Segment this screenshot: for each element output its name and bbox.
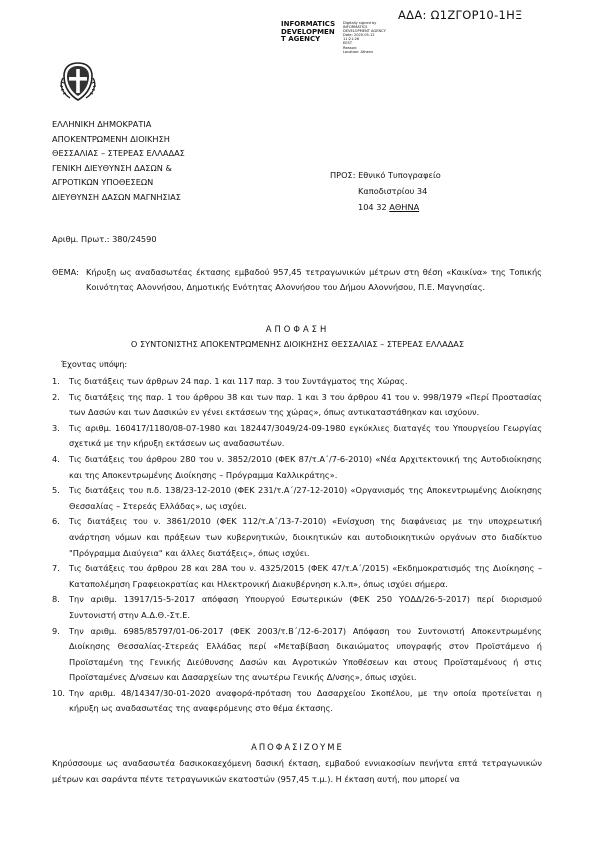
considerations-list	[52, 374, 542, 717]
list-item: 10. Την αριθμ. 48/14347/30-01-2020 αναφορά-πρόταση του Δασαρχείου Σκοπέλου, με την οποία προτείνεται η κήρυξη ως αναδασωτέας της αναφερόμενης στο θέμα έκτασης.	[52, 687, 542, 714]
ada-code: ΑΔΑ: Ω1ΖΓΟΡ10-1ΗΞ	[398, 8, 523, 22]
list-item: 7. Τις διατάξεις του άρθρου 28 και 28Α του ν. 4325/2015 (ΦΕΚ 47/τ.Α΄/2015) «Εκδημοκρατισμός της Διοίκησης – Καταπολέμηση Γραφειοκρατίας και Ηλεκτρονική Διακυβέρνηση κ.λ.π», όπως ισχύει σήμερα.	[52, 563, 542, 589]
list-item: 2. Τις διατάξεις της παρ. 1 του άρθρου 38 και των παρ. 1 και 3 του άρθρου 41 του ν. 998/1979 «Περί Προστασίας των Δασών και των Δασικών εν γένει εκτάσεων της χώρας», όπως αντικαταστάθηκαν και ισχύουν.	[52, 391, 542, 418]
signature-details: Digitally signed by INFORMATICS DEVELOPMENT AGENCY Date: 2020.05.12 11:21:26 EEST Reason: Location: Athens	[343, 21, 386, 54]
recipient-city: ΑΘΗΝΑ	[389, 202, 420, 213]
signer-name: INFORMATICS DEVELOPMEN T AGENCY	[281, 20, 336, 43]
we-decide-heading: ΑΠΟΦΑΣΙΖΟΥΜΕ	[251, 742, 344, 752]
protocol-number: Αριθμ. Πρωτ.: 380/24590	[52, 234, 157, 244]
recipient-address	[330, 167, 441, 216]
list-item: 6. Τις διατάξεις του ν. 3861/2010 (ΦΕΚ 112/τ.Α΄/13-7-2010) «Ενίσχυση της διαφάνειας με την υποχρεωτική ανάρτηση νόμων και πράξεων των κυβερνητικών, διοικητικών και αυτοδιοικητικών οργάνων στο διαδίκτυο "Πρόγραμμα Διαύγεια" και άλλες διατάξεις», όπως ισχύει.	[52, 516, 542, 558]
list-item: 9. Την αριθμ. 6985/85797/01-06-2017 (ΦΕΚ 2003/τ.Β΄/12-6-2017) Απόφαση του Συντονιστή Αποκεντρωμένης Διοίκησης Θεσσαλίας-Στερεάς Ελλάδας περί «Μεταβίβαση δικαιώματος υπογραφής στον Προϊστάμενο ή Προϊσταμένη της Γενικής Διεύθυνσης Δασών και Αγροτικών Υποθέσεων και στους Προϊσταμένους ή στις Προϊσταμένες Δ/νσεων και Δασαρχείων της ανωτέρω Γενικής Δ/νσης», όπως ισχύει.	[52, 625, 542, 683]
recipient-street: Καποδιστρίου 34	[358, 186, 428, 197]
subject-text: Κήρυξη ως αναδασωτέας έκτασης εμβαδού 957,45 τετραγωνικών μέτρων στη θέση «Καικίνα» της Τοπικής Κοινότητας Αλοννήσου, Δημοτικής Ενότητας Αλοννήσου του Δήμου Αλοννήσου, Π.Ε. Μαγνησίας.	[86, 267, 542, 292]
list-item: 3. Τις αριθμ. 160417/1180/08-07-1980 και 182447/3049/24-09-1980 εγκύκλιες διαταγές του Υπουργείου Γεωργίας σχετικά με την κήρυξη εκτάσεων ως αναδασωτέων.	[52, 422, 542, 449]
decision-title: ΑΠΟΦΑΣΗ	[265, 324, 330, 334]
decision-text: Κηρύσσουμε ως αναδασωτέα δασικοκαεχόμενη δασική έκταση, εμβαδού εννιακοσίων πενήντα επτά τετραγωνικών μέτρων και σαράντα πέντε τετραγωνικών εκατοστών (957,45 τ.μ.). Η έκταση αυτή, που μπορεί να	[52, 758, 542, 784]
list-item: 5. Τις διατάξεις του π.δ. 138/23-12-2010 (ΦΕΚ 231/τ.Α΄/27-12-2010) «Οργανισμός της Αποκεντρωμένης Διοίκησης Θεσσαλίας – Στερεάς Ελλάδας», ως ισχύει.	[52, 485, 542, 511]
subject-block	[52, 265, 542, 294]
considerations-intro: Έχοντας υπόψη:	[61, 359, 128, 369]
coat-of-arms-icon	[55, 58, 101, 104]
list-item: 4. Τις διατάξεις του άρθρου 280 του ν. 3852/2010 (ΦΕΚ 87/τ.Α΄/7-6-2010) «Νέα Αρχιτεκτονική της Αυτοδιοίκησης και της Αποκεντρωμένης Διοίκησης – Πρόγραμμα Καλλικράτης».	[52, 453, 542, 480]
list-item: 8. Την αριθμ. 13917/15-5-2017 απόφαση Υπουργού Εσωτερικών (ΦΕΚ 250 ΥΟΔΔ/26-5-2017) περί διορισμού Συντονιστή στην Α.Δ.Θ.-Στ.Ε.	[52, 594, 542, 620]
subject-label: ΘΕΜΑ:	[52, 267, 80, 277]
recipient-name: ΠΡΟΣ: Εθνικό Τυπογραφείο	[330, 170, 441, 180]
issuing-authority: ΕΛΛΗΝΙΚΗ ΔΗΜΟΚΡΑΤΙΑ ΑΠΟΚΕΝΤΡΩΜΕΝΗ ΔΙΟΙΚΗΣΗ ΘΕΣΣΑΛΙΑΣ – ΣΤΕΡΕΑΣ ΕΛΛΑΔΑΣ ΓΕΝΙΚΗ ΔΙΕΥΘΥΝΣΗ ΔΑΣΩΝ & ΑΓΡΟΤΙΚΩΝ ΥΠΟΘΕΣΕΩΝ ΔΙΕΥΘΥΝΣΗ ΔΑΣΩΝ ΜΑΓΝΗΣΙΑΣ	[52, 119, 185, 202]
decision-authority: Ο ΣΥΝΤΟΝΙΣΤΗΣ ΑΠΟΚΕΝΤΡΩΜΕΝΗΣ ΔΙΟΙΚΗΣΗΣ ΘΕΣΣΑΛΙΑΣ – ΣΤΕΡΕΑΣ ΕΛΛΑΔΑΣ	[130, 339, 465, 349]
list-item: 1. Τις διατάξεις των άρθρων 24 παρ. 1 και 117 παρ. 3 του Συντάγματος της Χώρας.	[52, 376, 408, 386]
recipient-city-line: 104 32 ΑΘΗΝΑ	[358, 202, 420, 213]
